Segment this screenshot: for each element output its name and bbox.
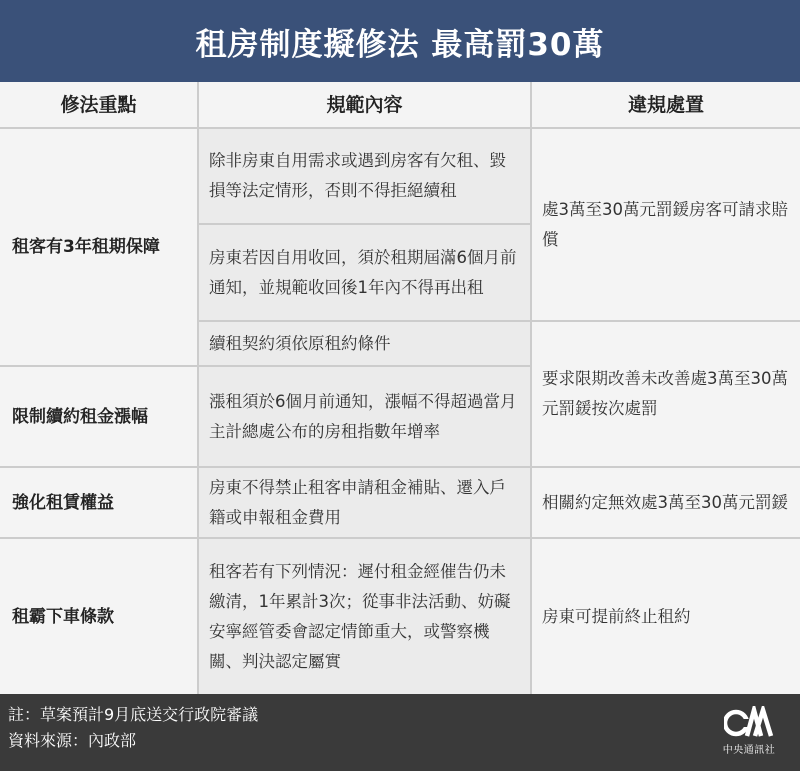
content-no-refuse-renewal: 除非房東自用需求或遇到房客有欠租、毀損等法定情形，否則不得拒絕續租: [197, 129, 530, 225]
penalty-lease-protection: 處3萬至30萬元罰鍰房客可請求賠償: [530, 129, 800, 322]
logo-text: 中央通訊社: [722, 745, 776, 756]
content-rent-increase: 漲租須於6個月前通知，漲幅不得超過當月主計總處公布的房租指數年增率: [197, 367, 530, 468]
cna-logo-icon: [724, 706, 774, 740]
page-title: 租房制度擬修法 最高罰30萬: [0, 0, 800, 82]
key-bad-tenant-clause: 租霸下車條款: [0, 539, 197, 694]
column-header-penalty: 違規處置: [530, 82, 800, 129]
content-self-use-notice: 房東若因自用收回，須於租期屆滿6個月前通知，並規範收回後1年內不得再出租: [197, 225, 530, 322]
footer-notes: [8, 702, 258, 754]
footer: [0, 694, 800, 771]
penalty-rent-increase: 要求限期改善未改善處3萬至30萬元罰鍰按次處罰: [530, 322, 800, 468]
cna-logo: [718, 706, 780, 756]
penalty-termination: 房東可提前終止租約: [530, 539, 800, 694]
key-lease-protection: 租客有3年租期保障: [0, 129, 197, 367]
column-header-content: 規範內容: [197, 82, 530, 129]
column-header-focus: 修法重點: [0, 82, 197, 129]
content-renewal-terms: 續租契約須依原租約條件: [197, 322, 530, 367]
footer-note: 註：草案預計9月底送交行政院審議: [8, 705, 259, 724]
content-termination-conditions: 租客若有下列情況：遲付租金經催告仍未繳清，1年累計3次；從事非法活動、妨礙安寧經管委會認定情節重大，或警察機關、判決認定屬實: [197, 539, 530, 694]
key-tenant-rights: 強化租賃權益: [0, 468, 197, 539]
penalty-tenant-rights: 相關約定無效處3萬至30萬元罰鍰: [530, 468, 800, 539]
regulation-table: [0, 82, 800, 694]
footer-source: 資料來源：內政部: [8, 731, 137, 750]
key-rent-increase-limit: 限制續約租金漲幅: [0, 367, 197, 468]
content-subsidy-rights: 房東不得禁止租客申請租金補貼、遷入戶籍或申報租金費用: [197, 468, 530, 539]
